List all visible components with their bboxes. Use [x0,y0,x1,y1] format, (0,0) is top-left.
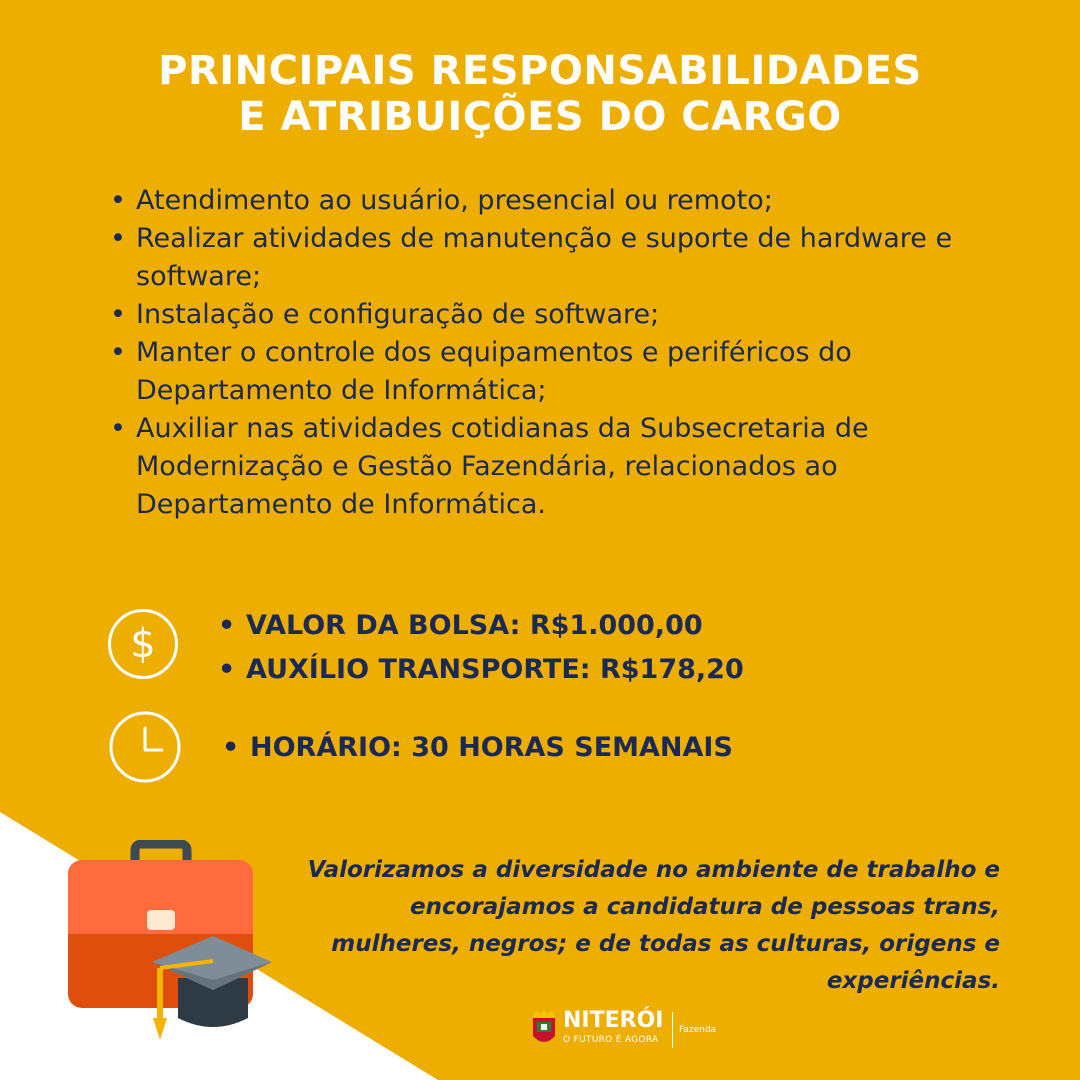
page-title [0,48,1080,140]
logo-tagline: O FUTURO É AGORA [563,1035,659,1045]
diversity-line: experiências. [826,968,1000,994]
responsibility-item: • Auxiliar nas atividades cotidianas da Subsecretaria de Modernização e Gestão Fazendária, relacionados ao Departamento de Informática. [108,410,1013,524]
logo-name: NITERÓI [563,1008,664,1033]
diversity-line: Valorizamos a diversidade no ambiente de trabalho e [307,857,1000,883]
niteroi-logo [530,1008,750,1052]
responsibility-item: • Atendimento ao usuário, presencial ou remoto; [108,182,1013,220]
title-line-1: PRINCIPAIS RESPONSABILIDADES [158,48,922,94]
benefits-list [218,604,744,692]
logo-divider [672,1012,673,1048]
dollar-icon: $ [108,609,178,679]
responsibilities-list [108,182,1013,524]
title-line-2: E ATRIBUIÇÕES DO CARGO [238,94,842,140]
diversity-statement [270,852,1000,1000]
briefcase-graduation-cap-icon [60,840,280,1050]
diversity-line: encorajamos a candidatura de pessoas trans, [410,894,1000,920]
clock-icon [108,710,182,784]
logo-department: Fazenda [679,1025,717,1035]
coat-of-arms-icon [530,1008,558,1050]
schedule-hours: • HORÁRIO: 30 HORAS SEMANAIS [222,726,733,770]
responsibility-item: • Realizar atividades de manutenção e suporte de hardware e software; [108,220,1013,296]
schedule-list [222,726,733,770]
benefit-stipend: • VALOR DA BOLSA: R$1.000,00 [218,604,744,648]
responsibility-item: • Manter o controle dos equipamentos e periféricos do Departamento de Informática; [108,334,1013,410]
diversity-line: mulheres, negros; e de todas as culturas, origens e [331,931,1000,957]
benefit-transport: • AUXÍLIO TRANSPORTE: R$178,20 [218,648,744,692]
responsibility-item: • Instalação e configuração de software; [108,296,1013,334]
